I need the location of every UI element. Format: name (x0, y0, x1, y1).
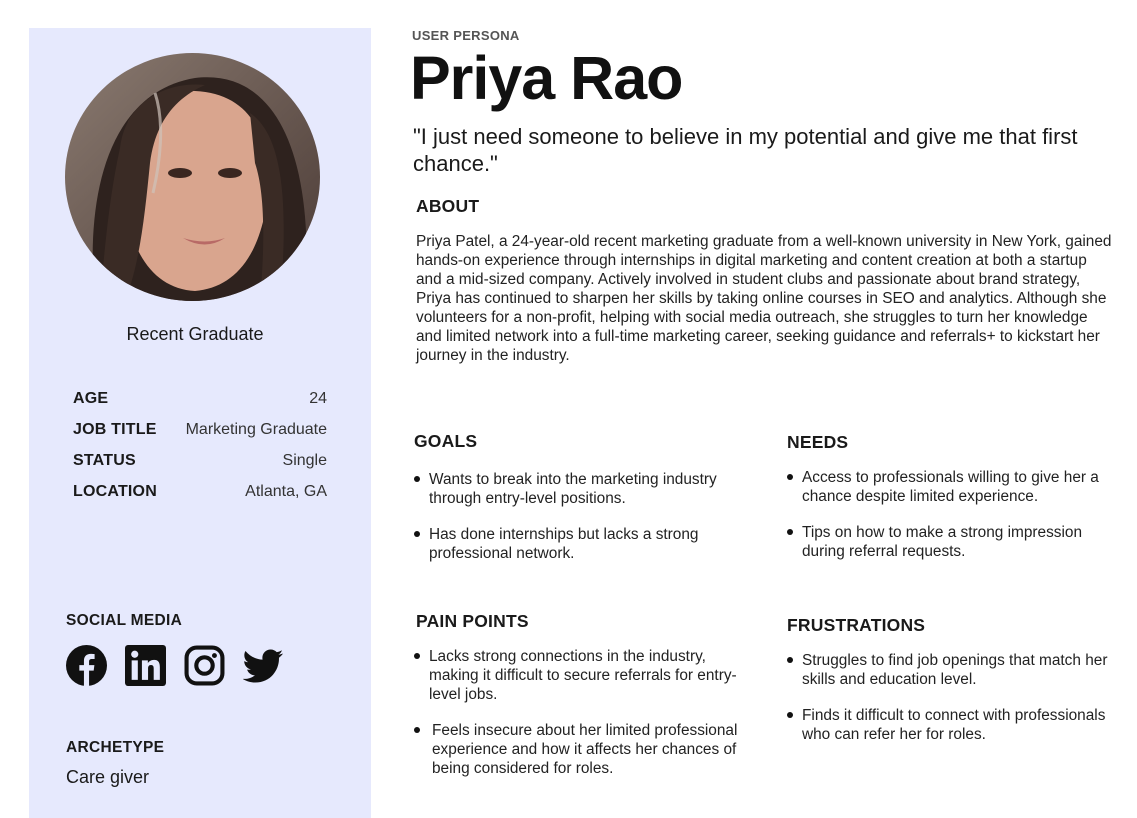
twitter-icon[interactable] (243, 645, 284, 686)
fact-key: LOCATION (73, 483, 157, 500)
persona-facts (73, 390, 327, 514)
needs-container (787, 468, 1109, 578)
avatar-photo (65, 53, 320, 301)
persona-quote: "I just need someone to believe in my potential and give me that first chance." (413, 124, 1078, 176)
needs-heading: NEEDS (787, 432, 849, 452)
list-item: Struggles to find job openings that match her skills and education level. (787, 651, 1109, 689)
linkedin-icon[interactable] (125, 645, 166, 686)
persona-name: Priya Rao (410, 44, 683, 112)
fact-row-status (73, 452, 327, 483)
archetype-label: ARCHETYPE (66, 739, 165, 756)
fact-key: STATUS (73, 452, 136, 469)
fact-row-age (73, 390, 327, 421)
fact-row-job-title (73, 421, 327, 452)
avatar (65, 53, 320, 301)
archetype-value: Care giver (66, 767, 150, 787)
about-heading: ABOUT (416, 196, 480, 216)
frustrations-heading: FRUSTRATIONS (787, 615, 926, 635)
fact-value: Single (282, 452, 327, 469)
profile-sidebar (29, 28, 371, 818)
pain-points-list (414, 647, 744, 795)
fact-row-location (73, 483, 327, 514)
fact-key: AGE (73, 390, 109, 407)
fact-key: JOB TITLE (73, 421, 157, 438)
list-item: Lacks strong connections in the industry, making it difficult to secure referrals for entry-level jobs. (414, 647, 744, 704)
fact-value: Atlanta, GA (245, 483, 327, 500)
list-item: Tips on how to make a strong impression during referral requests. (787, 523, 1109, 561)
pain-points-heading: PAIN POINTS (416, 611, 529, 631)
social-media-label: SOCIAL MEDIA (66, 612, 183, 629)
facebook-icon[interactable] (66, 645, 107, 686)
list-item: Wants to break into the marketing industry through entry-level positions. (414, 470, 726, 508)
frustrations-container (787, 651, 1109, 761)
persona-eyebrow: USER PERSONA (412, 28, 520, 43)
instagram-icon[interactable] (184, 645, 225, 686)
fact-value: 24 (309, 390, 327, 407)
fact-value: Marketing Graduate (185, 421, 327, 438)
list-item: Finds it difficult to connect with professionals who can refer her for roles. (787, 706, 1109, 744)
needs-list (787, 468, 1109, 578)
goals-list (414, 470, 726, 580)
social-media-icons (66, 645, 284, 686)
goals-heading: GOALS (414, 431, 478, 451)
list-item: Access to professionals willing to give her a chance despite limited experience. (787, 468, 1109, 506)
persona-role: Recent Graduate (126, 324, 264, 344)
frustrations-list (787, 651, 1109, 761)
about-text: Priya Patel, a 24-year-old recent marketing graduate from a well-known university in New York, gained hands-on experience through internships in digital marketing and content creation at both a startup and a mid-sized company. Actively involved in student clubs and passionate about brand strategy, Priya has continued to sharpen her skills by taking online courses in SEO and analytics. Although she volunteers for a non-profit, helping with social media outreach, she struggles to turn her knowledge and limited network into a full-time marketing career, seeking guidance and referrals+ to kickstart her journey in the industry. (416, 233, 1112, 364)
list-item: Has done internships but lacks a strong professional network. (414, 525, 726, 563)
list-item: Feels insecure about her limited professional experience and how it affects her chances of being considered for roles. (414, 721, 744, 778)
